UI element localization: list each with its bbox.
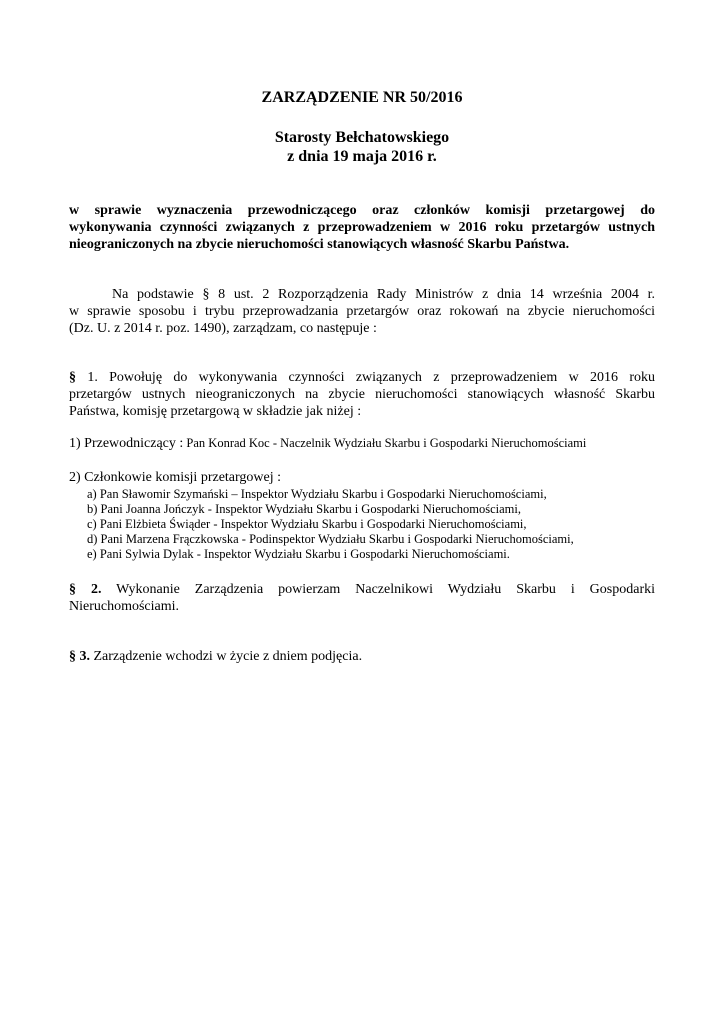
section-3-label: § 3.: [69, 649, 90, 664]
section-1-paragraph: [69, 369, 655, 420]
section-symbol: §: [69, 370, 76, 385]
date-line: z dnia 19 maja 2016 r.: [287, 148, 437, 165]
document-title: ZARZĄDZENIE NR 50/2016: [261, 89, 463, 106]
section-2-label: § 2.: [69, 582, 102, 597]
preamble-line: w sprawie sposobu i trybu przeprowadzania przetargów oraz rokowań na zbycie nieruchomości: [69, 304, 655, 319]
member-item: d) Pani Marzena Frączkowska - Podinspektor Wydziału Skarbu i Gospodarki Nieruchomościami,: [87, 532, 574, 546]
chair-label: 1) Przewodniczący :: [69, 436, 184, 451]
section-1-line: [69, 369, 655, 386]
section-2-line: Nieruchomościami.: [69, 599, 180, 614]
preamble-line: (Dz. U. z 2014 r. poz. 1490), zarządzam, co następuje :: [69, 321, 377, 336]
member-item: b) Pani Joanna Jończyk - Inspektor Wydziału Skarbu i Gospodarki Nieruchomościami,: [87, 502, 521, 516]
section-2-paragraph: [69, 581, 655, 615]
chair-line: [69, 435, 669, 452]
section-1-text: 1. Powołuję do wykonywania czynności związanych z przeprowadzeniem w 2016 roku: [76, 370, 655, 385]
chair-value: Pan Konrad Koc - Naczelnik Wydziału Skarbu i Gospodarki Nieruchomościami: [183, 436, 587, 450]
section-3-text: Zarządzenie wchodzi w życie z dniem podjęcia.: [90, 649, 363, 664]
section-1-line: Państwa, komisję przetargową w składzie jak niżej :: [69, 404, 362, 419]
section-3-line: [69, 648, 669, 665]
subject-line: nieograniczonych na zbycie nieruchomości stanowiących własność Skarbu Państwa.: [69, 237, 570, 252]
section-1-line: przetargów ustnych nieograniczonych na zbycie nieruchomości stanowiących własność Skarbu: [69, 387, 655, 402]
preamble-paragraph: [69, 286, 655, 337]
subject-paragraph: [69, 202, 655, 253]
subject-line: w sprawie wyznaczenia przewodniczącego oraz członków komisji przetargowej do: [69, 203, 655, 218]
subject-line: wykonywania czynności związanych z przeprowadzeniem w 2016 roku przetargów ustnych: [69, 220, 655, 235]
section-2-line: [69, 581, 655, 598]
member-item: e) Pani Sylwia Dylak - Inspektor Wydziału Skarbu i Gospodarki Nieruchomościami.: [87, 547, 510, 561]
preamble-line: Na podstawie § 8 ust. 2 Rozporządzenia Rady Ministrów z dnia 14 września 2004 r.: [112, 287, 655, 302]
member-item: c) Pani Elżbieta Świąder - Inspektor Wydziału Skarbu i Gospodarki Nieruchomościami,: [87, 517, 527, 531]
section-2-text: Wykonanie Zarządzenia powierzam Naczelnikowi Wydziału Skarbu i Gospodarki: [101, 582, 656, 597]
member-item: a) Pan Sławomir Szymański – Inspektor Wydziału Skarbu i Gospodarki Nieruchomościami,: [87, 487, 547, 501]
members-label: 2) Członkowie komisji przetargowej :: [69, 470, 282, 485]
issuer-line: Starosty Bełchatowskiego: [274, 129, 450, 146]
